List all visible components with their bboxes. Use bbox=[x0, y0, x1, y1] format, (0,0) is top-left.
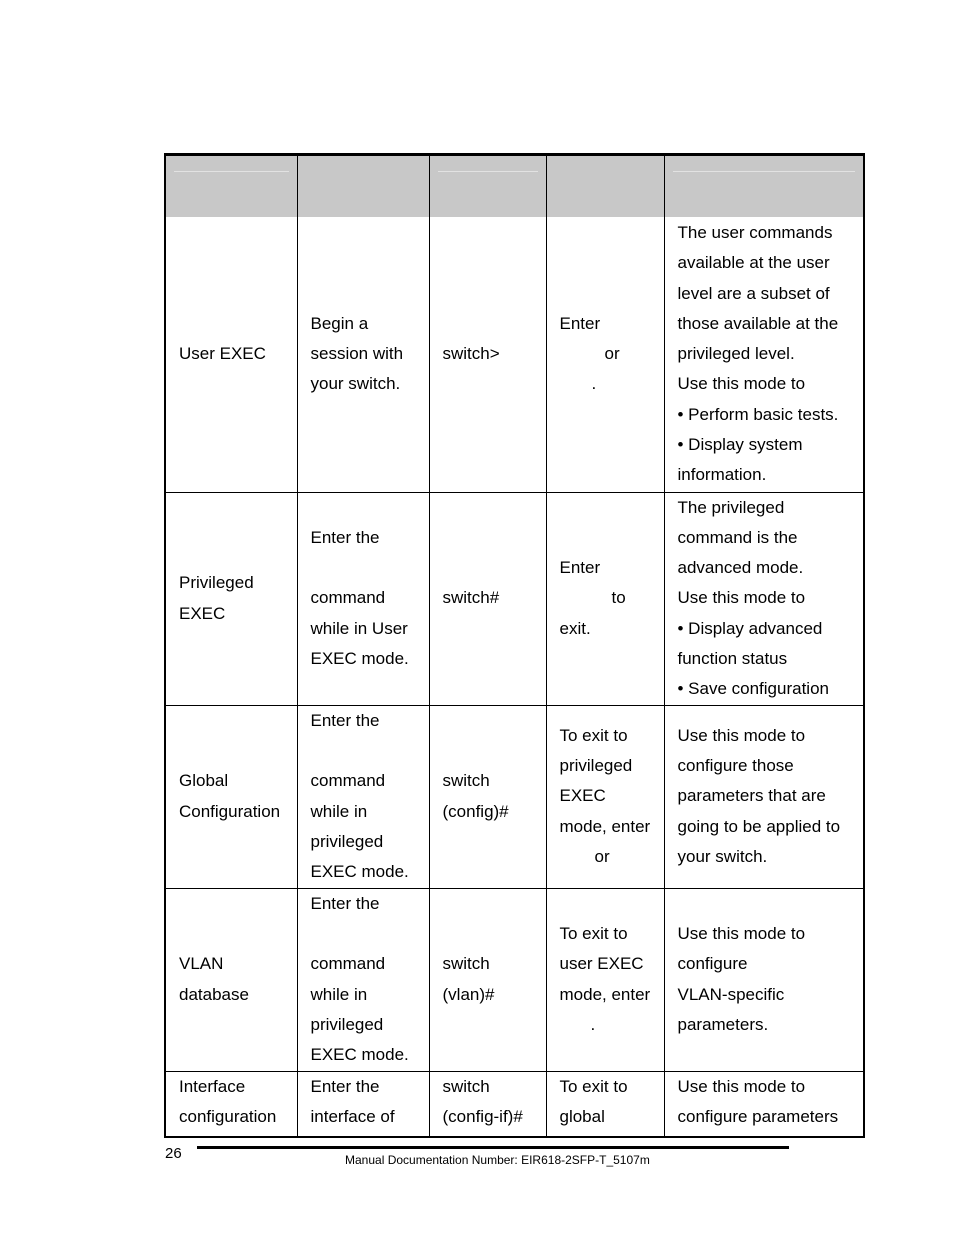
table-header-row bbox=[166, 156, 863, 217]
cell-text: EXEC bbox=[559, 786, 606, 806]
cell-text: information. bbox=[677, 465, 767, 485]
cell-text: EXEC mode. bbox=[310, 648, 409, 668]
mode-cell bbox=[166, 217, 297, 492]
about-mode-cell bbox=[664, 888, 863, 1071]
cell-text: session with bbox=[310, 344, 404, 364]
cell-text: command bbox=[310, 954, 386, 974]
header-cell bbox=[546, 156, 664, 217]
cell-text: . bbox=[590, 1014, 596, 1034]
cell-text: Use this mode to bbox=[677, 923, 806, 943]
prompt-cell bbox=[429, 888, 546, 1071]
cell-text: (config)# bbox=[442, 801, 509, 821]
cell-text: configure those bbox=[677, 756, 794, 776]
exit-method-cell bbox=[546, 1071, 664, 1136]
cell-text: while in bbox=[310, 801, 368, 821]
cell-text: Enter bbox=[559, 313, 601, 333]
prompt-cell bbox=[429, 705, 546, 888]
cell-text: To exit to bbox=[559, 1076, 628, 1096]
cell-text: mode, enter bbox=[559, 984, 651, 1004]
cell-text: User EXEC bbox=[179, 344, 266, 364]
cell-text: going to be applied to bbox=[677, 816, 841, 836]
cell-text: parameters. bbox=[677, 1014, 769, 1034]
cell-text: mode, enter bbox=[559, 816, 651, 836]
cell-text: your switch. bbox=[310, 374, 401, 394]
cell-text: Configuration bbox=[179, 801, 281, 821]
cell-text: switch bbox=[442, 1076, 490, 1096]
cell-text: configure bbox=[677, 954, 748, 974]
about-mode-cell bbox=[664, 705, 863, 888]
cell-text: Use this mode to bbox=[677, 725, 806, 745]
cell-text: Begin a bbox=[310, 313, 369, 333]
cell-text: configuration bbox=[179, 1106, 277, 1126]
table-row bbox=[166, 705, 863, 888]
header-cell bbox=[664, 156, 863, 217]
table-row bbox=[166, 1071, 863, 1136]
cell-text: configure parameters bbox=[677, 1106, 839, 1126]
mode-cell bbox=[166, 1071, 297, 1136]
cell-text: VLAN bbox=[179, 954, 224, 974]
cell-text: global bbox=[559, 1106, 605, 1126]
about-mode-cell bbox=[664, 492, 863, 705]
cell-text: privileged bbox=[310, 1014, 384, 1034]
doc-number: Manual Documentation Number: EIR618-2SFP-T_5107m bbox=[345, 1153, 650, 1167]
table-row bbox=[166, 888, 863, 1071]
command-modes-table bbox=[164, 153, 865, 1138]
exit-method-cell bbox=[546, 888, 664, 1071]
exit-method-cell bbox=[546, 217, 664, 492]
cell-text: • Save configuration bbox=[677, 679, 829, 699]
header-cell bbox=[429, 156, 546, 217]
cell-text: interface of bbox=[310, 1106, 395, 1126]
page-number: 26 bbox=[165, 1145, 182, 1162]
access-method-cell bbox=[297, 888, 429, 1071]
header-cell bbox=[166, 156, 297, 217]
cell-text: command bbox=[310, 588, 386, 608]
cell-text: those available at the bbox=[677, 313, 839, 333]
cell-text: Use this mode to bbox=[677, 374, 806, 394]
cell-text bbox=[311, 919, 421, 949]
cell-text: privileged level. bbox=[677, 344, 795, 364]
cell-text: switch# bbox=[442, 588, 500, 608]
cell-text: exit. bbox=[559, 618, 591, 638]
access-method-cell bbox=[297, 1071, 429, 1136]
about-mode-cell bbox=[664, 1071, 863, 1136]
cell-text: • Display advanced bbox=[677, 618, 823, 638]
cell-text bbox=[311, 736, 421, 766]
exit-method-cell bbox=[546, 705, 664, 888]
cell-text: database bbox=[179, 984, 249, 1004]
cell-text: (config-if)# bbox=[442, 1106, 523, 1126]
cell-text: To exit to bbox=[559, 923, 628, 943]
cell-text: command is the bbox=[677, 527, 798, 547]
header-cell bbox=[297, 156, 429, 217]
cell-text: user EXEC bbox=[559, 954, 644, 974]
cell-text: Enter the bbox=[310, 893, 380, 913]
cell-text: level are a subset of bbox=[677, 283, 830, 303]
cell-text: • Display system bbox=[677, 434, 803, 454]
cell-text: while in bbox=[310, 984, 368, 1004]
cell-text: The user commands bbox=[677, 222, 833, 242]
prompt-cell bbox=[429, 492, 546, 705]
cell-text: or bbox=[604, 344, 620, 364]
cell-text: advanced mode. bbox=[677, 558, 804, 578]
access-method-cell bbox=[297, 705, 429, 888]
cell-text: EXEC mode. bbox=[310, 1045, 409, 1065]
cell-text: privileged bbox=[310, 831, 384, 851]
cell-text: privileged bbox=[559, 756, 633, 776]
cell-text: EXEC mode. bbox=[310, 862, 409, 882]
prompt-cell bbox=[429, 1071, 546, 1136]
cell-text: VLAN-specific bbox=[677, 984, 785, 1004]
cell-text: function status bbox=[677, 648, 788, 668]
cell-text: EXEC bbox=[179, 603, 226, 623]
cell-text: (vlan)# bbox=[442, 984, 495, 1004]
cell-text: Enter the bbox=[310, 710, 380, 730]
mode-cell bbox=[166, 705, 297, 888]
cell-text: to bbox=[611, 588, 626, 608]
cell-text: Enter bbox=[559, 558, 601, 578]
exit-method-cell bbox=[546, 492, 664, 705]
cell-text: Interface bbox=[179, 1076, 246, 1096]
cell-text: Use this mode to bbox=[677, 1076, 806, 1096]
mode-cell bbox=[166, 888, 297, 1071]
cell-text: switch bbox=[442, 954, 490, 974]
cell-text: while in User bbox=[310, 618, 408, 638]
table-row bbox=[166, 492, 863, 705]
cell-text: Use this mode to bbox=[677, 588, 806, 608]
cell-text: switch bbox=[442, 771, 490, 791]
cell-text: • Perform basic tests. bbox=[677, 404, 839, 424]
access-method-cell bbox=[297, 492, 429, 705]
cell-text: command bbox=[310, 771, 386, 791]
cell-text: To exit to bbox=[559, 725, 628, 745]
cell-text: parameters that are bbox=[677, 786, 826, 806]
cell-text: or bbox=[594, 847, 610, 867]
access-method-cell bbox=[297, 217, 429, 492]
about-mode-cell bbox=[664, 217, 863, 492]
cell-text: switch> bbox=[442, 344, 500, 364]
mode-cell bbox=[166, 492, 297, 705]
footer-divider bbox=[197, 1146, 789, 1149]
cell-text: . bbox=[591, 374, 597, 394]
cell-text: The privileged bbox=[677, 497, 785, 517]
cell-text: Privileged bbox=[179, 573, 254, 593]
prompt-cell bbox=[429, 217, 546, 492]
cell-text: Global bbox=[179, 771, 229, 791]
cell-text: Enter the bbox=[310, 527, 380, 547]
cell-text: your switch. bbox=[677, 847, 768, 867]
cell-text: available at the user bbox=[677, 253, 830, 273]
table-row bbox=[166, 217, 863, 492]
cell-text: Enter the bbox=[310, 1076, 380, 1096]
cell-text bbox=[311, 553, 421, 583]
